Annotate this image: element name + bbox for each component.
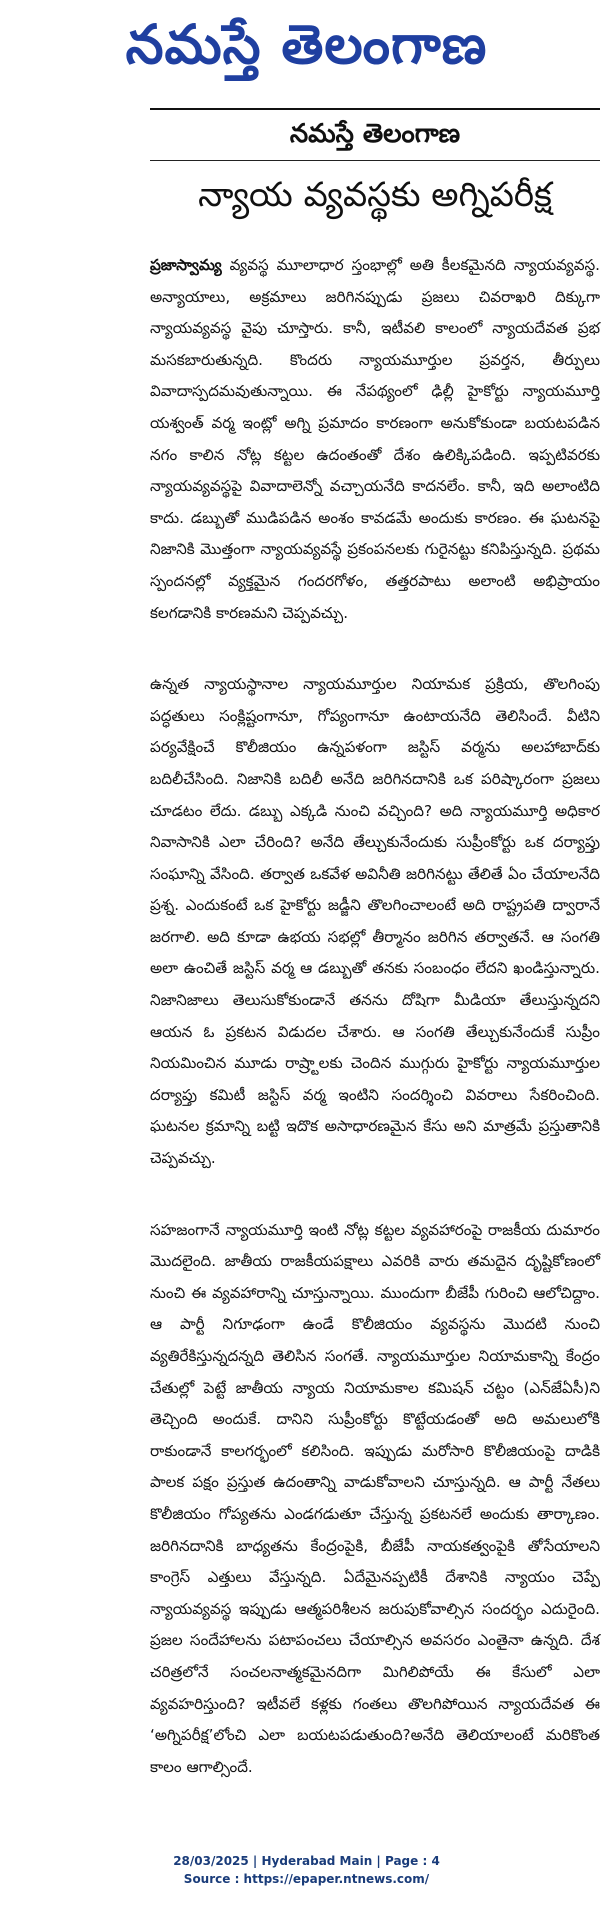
section-tag-label: నమస్తే తెలంగాణ: [289, 119, 461, 149]
page-footer: [0, 1852, 613, 1888]
lead-word: ప్రజాస్వామ్య: [150, 256, 222, 274]
paragraph-3: సహజంగానే న్యాయమూర్తి ఇంటి నోట్ల కట్టల వ్యవహారంపై రాజకీయ దుమారం మొదలైంది. జాతీయ రాజకీయపక్షాలు ఎవరికి వారు తమదైన దృష్టికోణంలో నుంచి ఈ వ్యవహారాన్ని చూస్తున్నాయి. ముందుగా బీజేపీ గురించి ఆలోచిద్దాం. ఆ పార్టీ నిగూఢంగా ఉండే కొలీజియం వ్యవస్థను మొదటి నుంచి వ్యతిరేకిస్తున్నదన్నది తెలిసిన సంగతే. న్యాయమూర్తుల నియామకాన్ని కేంద్రం చేతుల్లో పెట్టే జాతీయ న్యాయ నియామకాల కమిషన్ చట్టం (ఎన్‌జేఏసీ)ని తెచ్చింది అందుకే. దానిని సుప్రీంకోర్టు కొట్టేయడంతో అది అమలులోకి రాకుండానే కాలగర్భంలో కలిసింది. ఇప్పుడు మరోసారి కొలీజియంపై దాడికి పాలక పక్షం ప్రస్తుత ఉదంతాన్ని వాడుకోవాలని చూస్తున్నది. ఆ పార్టీ నేతలు కొలీజియం గోప్యతను ఎండగడుతూ చేస్తున్న ప్రకటనలే అందుకు తార్కాణం. జరిగినదానికి బాధ్యతను కేంద్రంపైకి, బీజేపీ నాయకత్వంపైకి తోసేయాలని కాంగ్రెస్ ఎత్తులు వేస్తున్నది. ఏదేమైనప్పటికీ దేశానికి న్యాయం చెప్పే న్యాయవ్యవస్థ ఇప్పుడు ఆత్మపరిశీలన జరుపుకోవాల్సిన సందర్భం ఎదురైంది. ప్రజల సందేహాలను పటాపంచలు చేయాల్సిన అవసరం ఎంతైనా ఉన్నది. దేశ చరిత్రలోనే సంచలనాత్మకమైనదిగా మిగిలిపోయే ఈ కేసులో ఎలా వ్యవహరిస్తుంది? ఇటీవలే కళ్లకు గంతలు తొలగిపోయిన న్యాయదేవత ఈ ‘అగ్నిపరీక్ష’లోంచి ఎలా బయటపడుతుంది?అనేది తెలియాలంటే మరికొంత కాలం ఆగాల్సిందే.: [150, 1220, 600, 1776]
editorial-article: [150, 108, 600, 1776]
article-headline: [150, 166, 600, 224]
paragraph-2: ఉన్నత న్యాయస్థానాల న్యాయమూర్తుల నియామక ప్రక్రియ, తొలగింపు పద్ధతులు సంక్లిష్టంగానూ, గోప్యంగానూ ఉంటాయనేది తెలిసిందే. వీటిని పర్యవేక్షించే కొలీజియం ఉన్నపళంగా జస్టిస్ వర్మను అలహాబాద్‌కు బదిలీచేసింది. నిజానికి బదిలీ అనేది జరిగినదానికి ఒక పరిష్కారంగా ప్రజలు చూడటం లేదు. డబ్బు ఎక్కడి నుంచి వచ్చింది? అది న్యాయమూర్తి అధికార నివాసానికి ఎలా చేరింది? అనేది తేల్చుకునేందుకు సుప్రీంకోర్టు ఒక దర్యాప్తు సంఘాన్ని వేసింది. తర్వాత ఒకవేళ అవినీతి జరిగినట్టు తేలితే ఏం చేయాలనేది ప్రశ్న. ఎందుకంటే ఒక హైకోర్టు జడ్జీని తొలగించాలంటే అది రాష్ట్రపతి ద్వారానే జరగాలి. అది కూడా ఉభయ సభల్లో తీర్మానం జరిగిన తర్వాతనే. ఆ సంగతి అలా ఉంచితే జస్టిస్ వర్మ ఆ డబ్బుతో తనకు సంబంధం లేదని ఖండిస్తున్నారు. నిజానిజాలు తెలుసుకోకుండానే తనను దోషిగా మీడియా తేలుస్తున్నదని ఆయన ఓ ప్రకటన విడుదల చేశారు. ఆ సంగతి తేల్చుకునేందుకే సుప్రీం నియమించిన మూడు రాష్ర్టాలకు చెందిన ముగ్గురు హైకోర్టు న్యాయమూర్తుల దర్యాప్తు కమిటీ జస్టిస్ వర్మ ఇంటిని సందర్శించి వివరాలు సేకరించింది. ఘటనల క్రమాన్ని బట్టి ఇదొక అసాధారణమైన కేసు అని మాత్రమే ప్రస్తుతానికి చెప్పవచ్చు.: [150, 675, 600, 1168]
paragraph-1: [150, 250, 600, 629]
footer-edition-line: 28/03/2025 | Hyderabad Main | Page : 4: [173, 1854, 440, 1868]
footer-source-line: Source : https://epaper.ntnews.com/: [183, 1872, 430, 1886]
section-tag: [150, 112, 600, 156]
section-divider: [150, 160, 600, 161]
top-rule: [150, 108, 600, 110]
article-body: [150, 250, 600, 1823]
headline-text: న్యాయ వ్యవస్థకు అగ్నిపరీక్ష: [198, 175, 552, 215]
newspaper-masthead: [0, 6, 613, 84]
paragraph-1-text: వ్యవస్థ మూలాధార స్తంభాల్లో అతి కీలకమైనది న్యాయవ్యవస్థ. అన్యాయాలు, అక్రమాలు జరిగినప్పుడు ప్రజలు చివరాఖరి దిక్కుగా న్యాయవ్యవస్థ వైపు చూస్తారు. కానీ, ఇటీవలి కాలంలో న్యాయదేవత ప్రభ మసకబారుతున్నది. కొందరు న్యాయమూర్తుల ప్రవర్తన, తీర్పులు వివాదాస్పదమవుతున్నాయి. ఈ నేపథ్యంలో ఢిల్లీ హైకోర్టు న్యాయమూర్తి యశ్వంత్ వర్మ ఇంట్లో అగ్ని ప్రమాదం కారణంగా అనుకోకుండా బయటపడిన నగం కాలిన నోట్ల కట్టల ఉదంతంతో దేశం ఉలిక్కిపడింది. ఇప్పటివరకు న్యాయవ్యవస్థపై వివాదాలెన్నో వచ్చాయనేది కాదనలేం. కానీ, ఇది అలాంటిది కాదు. డబ్బుతో ముడిపడిన అంశం కావడమే అందుకు కారణం. ఈ ఘటనపై నిజానికి మొత్తంగా న్యాయవ్యవస్థే ప్రకంపనలకు గురైనట్టు కనిపిస్తున్నది. ప్రథమ స్పందనల్లో వ్యక్తమైన గందరగోళం, తత్తరపాటు అలాంటి అభిప్రాయం కలగడానికి కారణమని చెప్పవచ్చు.: [150, 256, 600, 622]
masthead-title: నమస్తే తెలంగాణ: [125, 13, 488, 76]
